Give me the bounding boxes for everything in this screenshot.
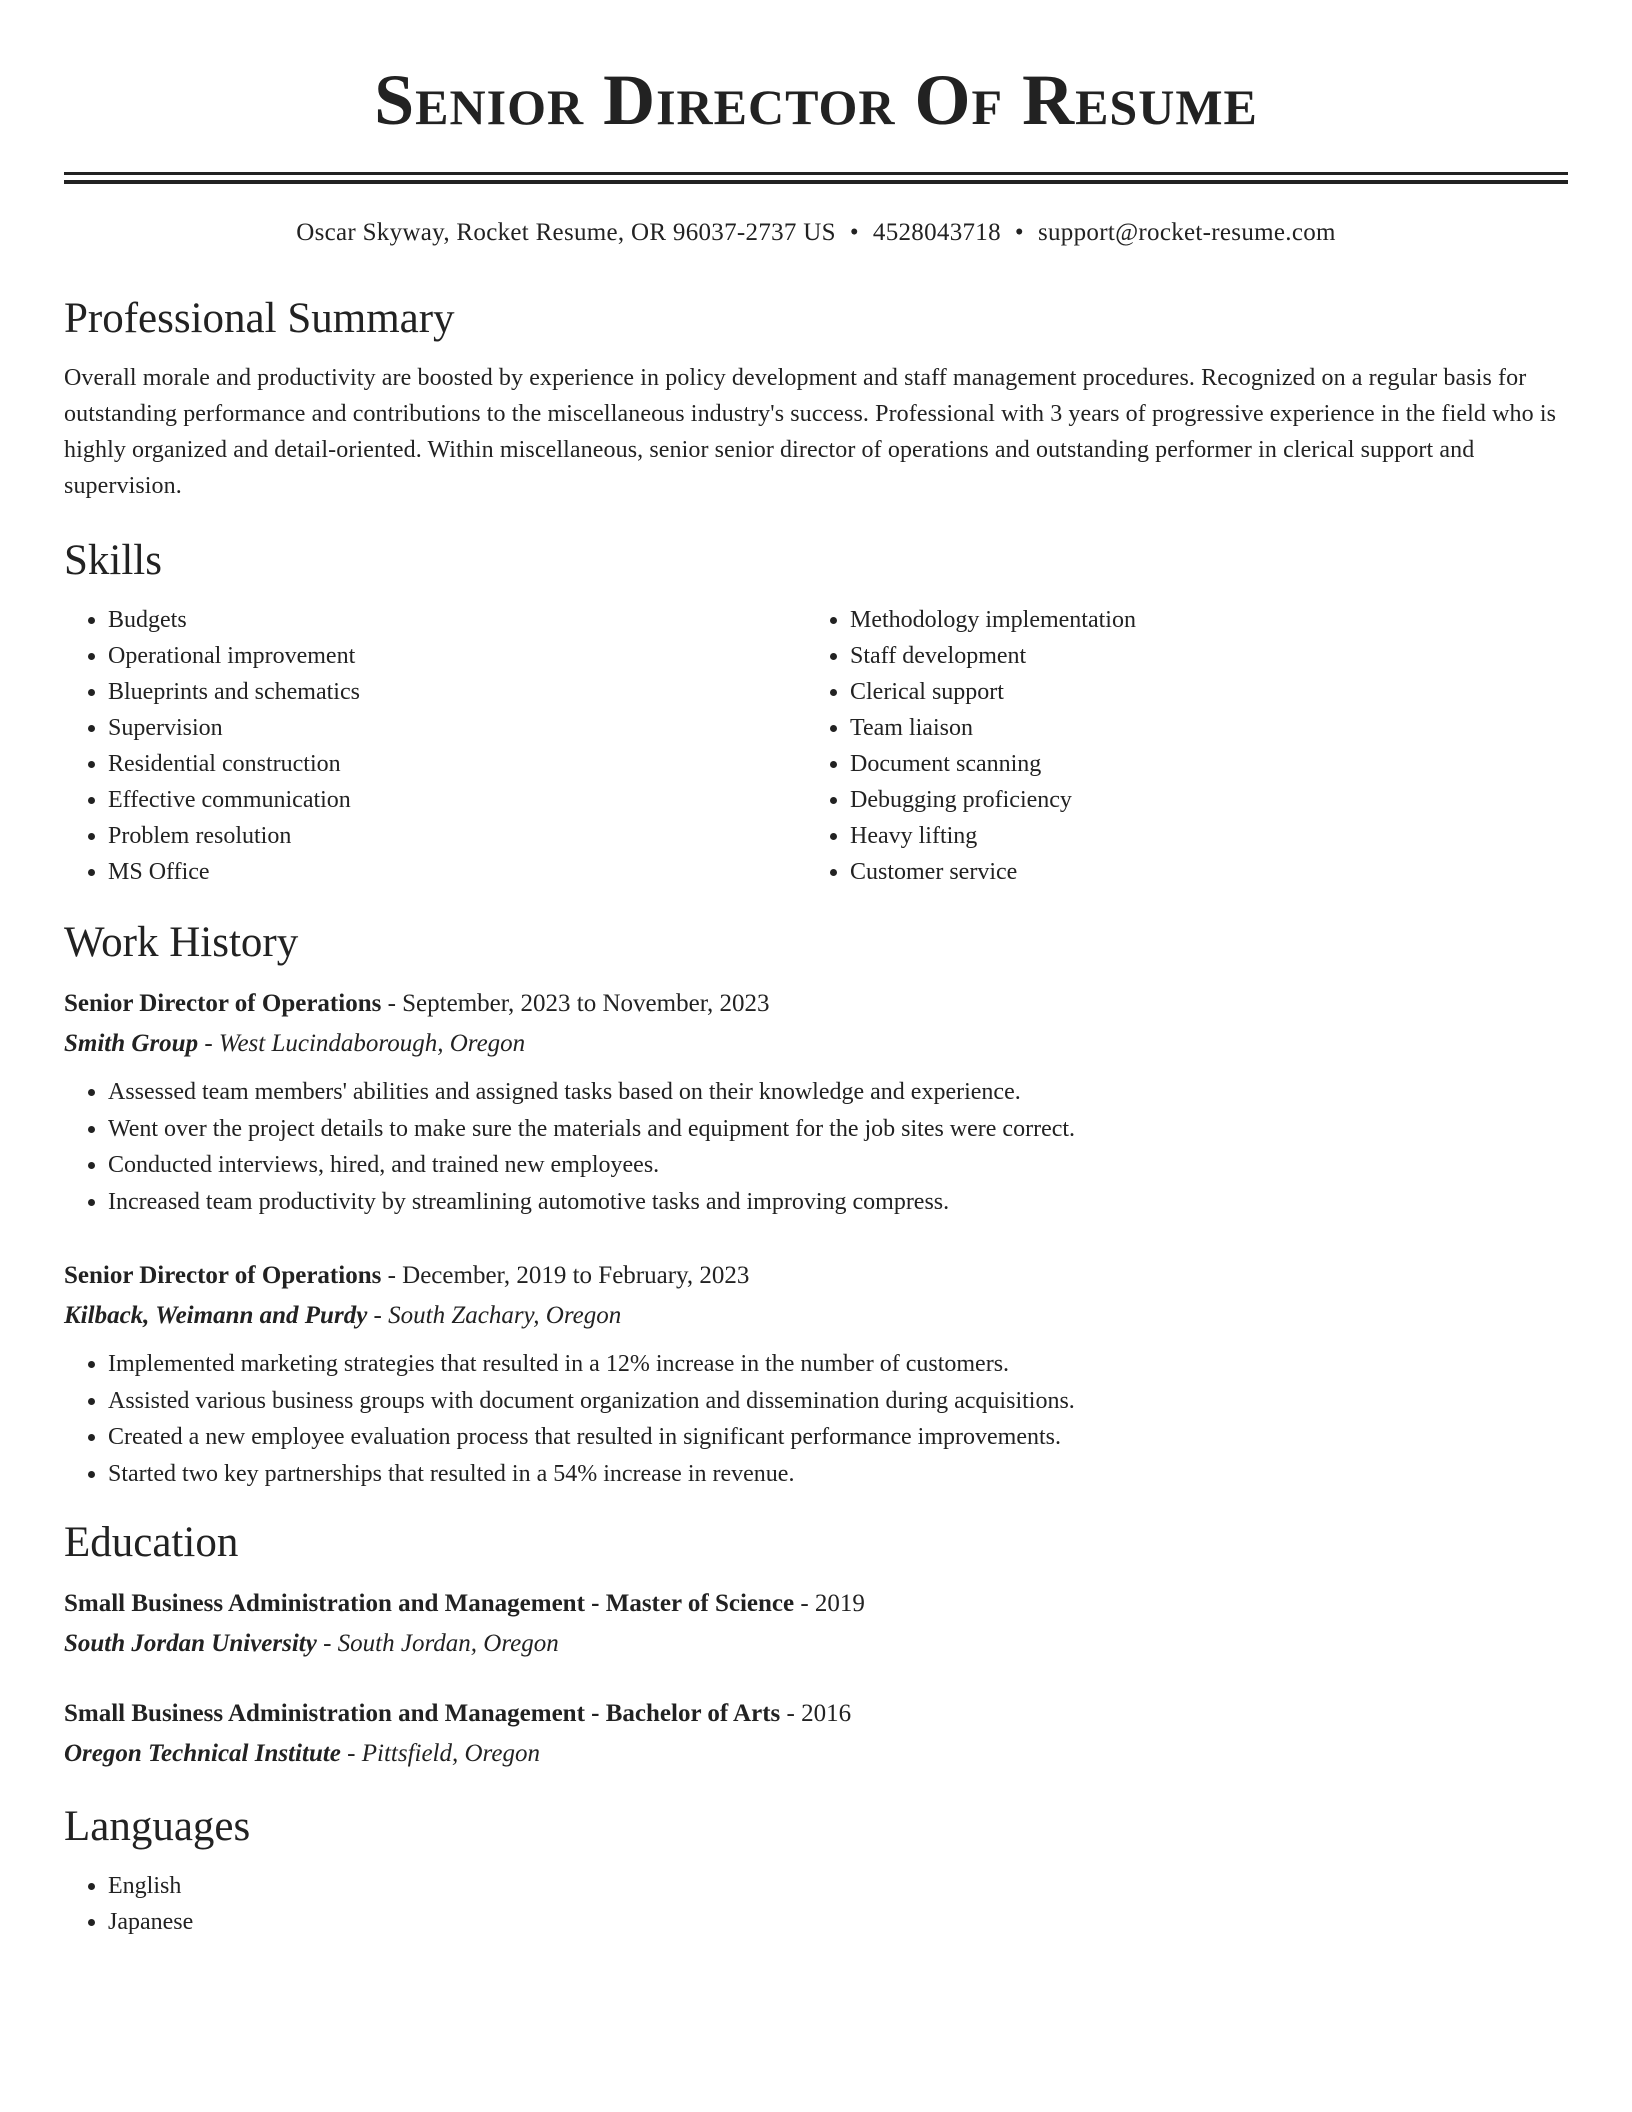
school-name: South Jordan University <box>64 1630 317 1657</box>
job-title: Senior Director of Operations <box>64 990 382 1017</box>
job-bullets <box>64 1346 1568 1492</box>
company-name: Kilback, Weimann and Purdy <box>64 1302 368 1329</box>
job-bullet: • Conducted interviews, hired, and trained new employees. <box>108 1147 1568 1184</box>
school-location: - South Jordan, Oregon <box>316 1630 559 1657</box>
job-dates: - September, 2023 to November, 2023 <box>381 990 770 1017</box>
job-bullet: • Started two key partnerships that resulted in a 54% increase in revenue. <box>108 1456 1568 1493</box>
job-title-line <box>64 1256 1568 1296</box>
skill-item: • Blueprints and schematics <box>108 674 806 710</box>
work-history-section <box>64 916 1568 1492</box>
skill-item: • Debugging proficiency <box>850 782 1548 818</box>
contact-separator: • <box>849 219 859 246</box>
company-location: - West Lucindaborough, Oregon <box>198 1030 526 1057</box>
skills-heading: Skills <box>64 537 162 584</box>
degree-line <box>64 1694 1568 1734</box>
skill-item: • Staff development <box>850 638 1548 674</box>
skill-item: • Residential construction <box>108 746 806 782</box>
languages-heading: Languages <box>64 1803 251 1850</box>
degree-year: - 2019 <box>794 1590 865 1617</box>
contact-address: Oscar Skyway, Rocket Resume, OR 96037-2737 US <box>296 219 836 246</box>
skill-item: • Budgets <box>108 602 806 638</box>
job-entry <box>64 984 1568 1220</box>
skill-item: • Document scanning <box>850 746 1548 782</box>
job-bullet: • Increased team productivity by streamlining automotive tasks and improving compress. <box>108 1184 1568 1221</box>
company-name: Smith Group <box>64 1030 199 1057</box>
contact-separator: • <box>1014 219 1024 246</box>
header-divider <box>64 172 1568 184</box>
degree-line <box>64 1584 1568 1624</box>
education-heading: Education <box>64 1519 239 1566</box>
school-line <box>64 1734 1568 1774</box>
degree-year: - 2016 <box>780 1700 852 1727</box>
skill-item: • Supervision <box>108 710 806 746</box>
education-section <box>64 1516 1568 1774</box>
language-item: • English <box>108 1868 1568 1904</box>
job-bullet: • Assisted various business groups with document organization and dissemination during acquisitions. <box>108 1383 1568 1420</box>
languages-section <box>64 1800 1568 1940</box>
languages-list <box>64 1868 1568 1940</box>
job-bullets <box>64 1074 1568 1220</box>
school-location: - Pittsfield, Oregon <box>340 1740 540 1767</box>
company-line <box>64 1296 1568 1336</box>
skill-item: • Heavy lifting <box>850 818 1548 854</box>
skills-column-left <box>64 602 806 890</box>
contact-line <box>64 216 1568 250</box>
skills-grid <box>64 602 1568 890</box>
job-title: Senior Director of Operations <box>64 1262 382 1289</box>
summary-section <box>64 292 1568 504</box>
skill-item: • Problem resolution <box>108 818 806 854</box>
job-dates: - December, 2019 to February, 2023 <box>381 1262 750 1289</box>
education-entry <box>64 1694 1568 1774</box>
skill-item: • Team liaison <box>850 710 1548 746</box>
resume-name: Senior Director Of Resume <box>374 60 1258 140</box>
skill-item: • MS Office <box>108 854 806 890</box>
contact-email: support@rocket-resume.com <box>1037 219 1336 246</box>
summary-text: Overall morale and productivity are boosted by experience in policy development and staff management procedures. Recognized on a regular basis for outstanding performance and contributions to the miscellaneous industry's success. Professional with 3 years of progressive experience in the field who is highly organized and detail-oriented. Within miscellaneous, senior senior director of operations and outstanding performer in clerical support and supervision. <box>64 365 1557 499</box>
job-entry <box>64 1256 1568 1492</box>
contact-phone: 4528043718 <box>872 219 1001 246</box>
education-entry <box>64 1584 1568 1664</box>
degree-name: Small Business Administration and Management - Bachelor of Arts <box>64 1700 781 1727</box>
job-bullet: • Implemented marketing strategies that resulted in a 12% increase in the number of customers. <box>108 1346 1568 1383</box>
language-item: • Japanese <box>108 1904 1568 1940</box>
skill-item: • Clerical support <box>850 674 1548 710</box>
company-location: - South Zachary, Oregon <box>367 1302 622 1329</box>
summary-heading: Professional Summary <box>64 295 455 342</box>
skill-item: • Customer service <box>850 854 1548 890</box>
school-line <box>64 1624 1568 1664</box>
skill-item: • Methodology implementation <box>850 602 1548 638</box>
work-history-heading: Work History <box>64 919 299 966</box>
job-title-line <box>64 984 1568 1024</box>
job-bullet: • Assessed team members' abilities and assigned tasks based on their knowledge and experience. <box>108 1074 1568 1111</box>
skills-section <box>64 534 1568 890</box>
skill-item: • Operational improvement <box>108 638 806 674</box>
degree-name: Small Business Administration and Management - Master of Science <box>64 1590 795 1617</box>
school-name: Oregon Technical Institute <box>64 1740 341 1767</box>
job-bullet: • Created a new employee evaluation process that resulted in significant performance improvements. <box>108 1419 1568 1456</box>
skill-item: • Effective communication <box>108 782 806 818</box>
company-line <box>64 1024 1568 1064</box>
skills-column-right <box>806 602 1548 890</box>
job-bullet: • Went over the project details to make sure the materials and equipment for the job sites were correct. <box>108 1111 1568 1148</box>
